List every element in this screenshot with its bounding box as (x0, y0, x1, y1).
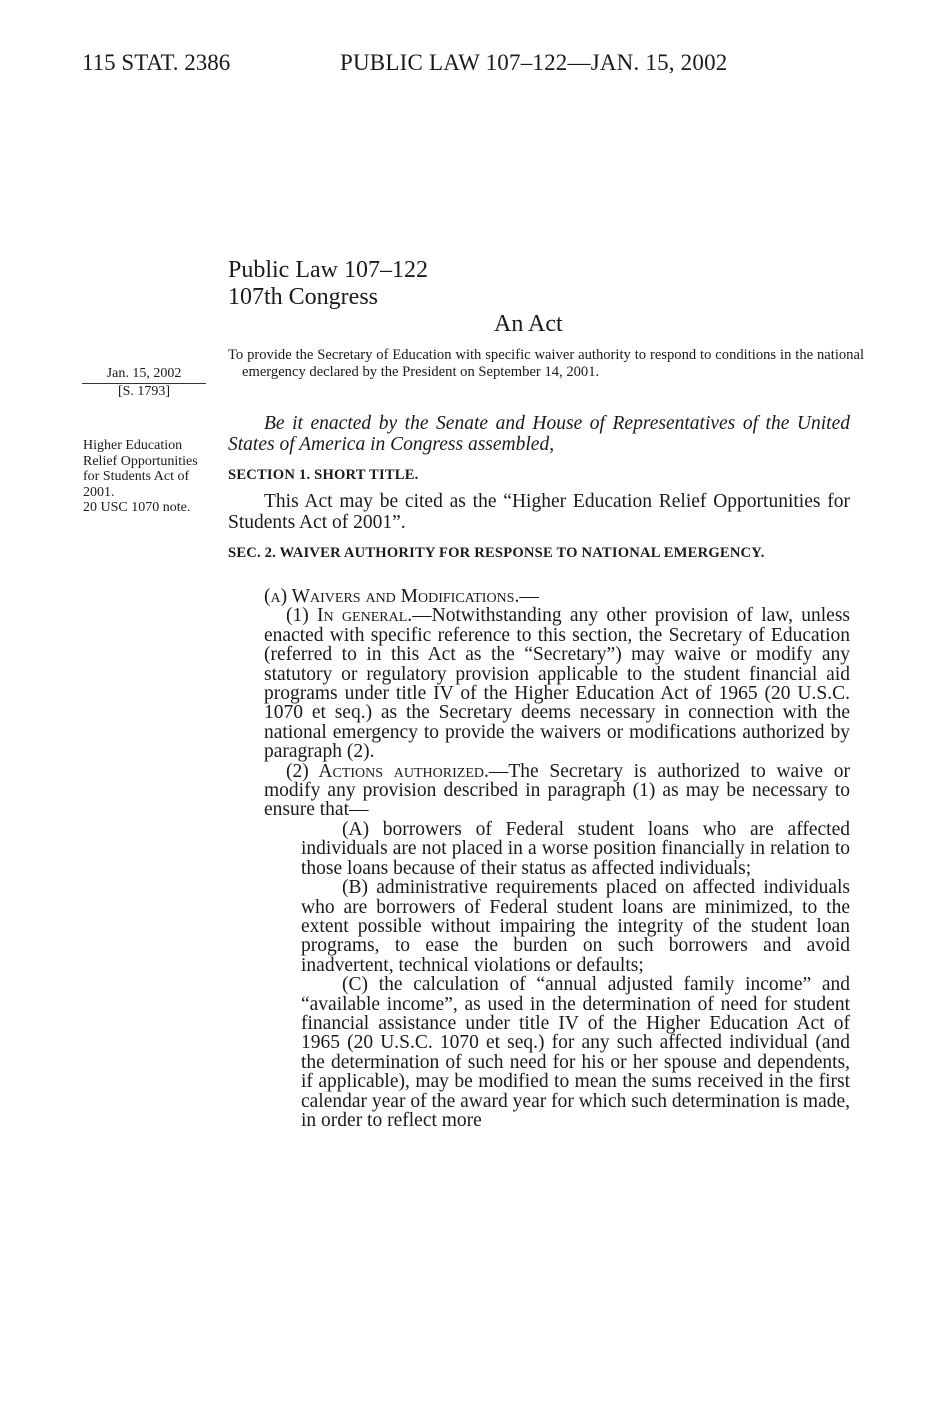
paragraph-2 (264, 762, 850, 820)
bill-number: [S. 1793] (117, 384, 171, 399)
enacting-clause: Be it enacted by the Senate and House of Representatives of the United States of America in Congress assembled, (228, 413, 850, 455)
subparagraph-a: (A) borrowers of Federal student loans who are affected individuals are not placed in a worse position financially in relation to those loans because of their status as affected individuals; (301, 818, 850, 879)
section-1-heading: SECTION 1. SHORT TITLE. (228, 467, 419, 483)
running-header: PUBLIC LAW 107–122—JAN. 15, 2002 (340, 50, 728, 75)
subparagraph-c: (C) the calculation of “annual adjusted family income” and “available income”, as used in the determination of need for student financial assistance under title IV of the Higher Education Act of 1965 (20 U.S.C. 1070 et seq.) for any such affected individual (and the determination of such need for his or her spouse and dependents, if applicable), may be modified to mean the sums received in the first calendar year of the award year for which such determination is made, in order to reflect more (301, 974, 851, 1131)
margin-note (83, 438, 213, 516)
subparagraph-b: (B) administrative requirements placed on affected individuals who are borrowers of Federal student loans are minimized, to the extent possible without impairing the integrity of the student loan programs, to ease the burden on such borrowers and avoid inadvertent, technical violations or defaults; (301, 877, 850, 976)
page-stat-reference: 115 STAT. 2386 (82, 50, 231, 75)
congress: 107th Congress (228, 284, 378, 310)
law-title-block (228, 257, 428, 311)
paragraph-2-label: (2) Actions authorized.— (286, 760, 509, 782)
margin-usc-note: 20 USC 1070 note. (83, 500, 191, 516)
an-act-heading: An Act (494, 311, 563, 337)
law-number: Public Law 107–122 (228, 257, 428, 283)
section-1-text: This Act may be cited as the “Higher Education Relief Opportunities for Students Act of 2001”. (228, 491, 850, 533)
margin-short-title-note: Higher Education Relief Opportunities for Students Act of 2001. (83, 438, 198, 500)
purpose-statement: To provide the Secretary of Education with specific waiver authority to respond to conditions in the national emergency declared by the President on September 14, 2001. (228, 347, 864, 380)
paragraph-2-text: The Secretary is authorized to waive or modify any provision described in paragraph (1) as may be necessary to ensure that— (264, 760, 850, 821)
paragraph-1-label: (1) In general.— (286, 605, 432, 627)
subsection-a-heading: (a) Waivers and Modifications.— (264, 586, 539, 607)
margin-divider (82, 383, 206, 384)
section-2-heading: SEC. 2. WAIVER AUTHORITY FOR RESPONSE TO NATIONAL EMERGENCY. (228, 545, 765, 561)
section-2-body (264, 587, 850, 1130)
paragraph-1 (264, 606, 850, 761)
paragraph-1-text: Notwithstanding any other provision of law, unless enacted with specific reference to this section, the Secretary of Education (referred to in this Act as the “Secretary”) may waive or modify any statutory or regulatory provision applicable to the student financial aid programs under title IV of the Higher Education Act of 1965 (20 U.S.C. 1070 et seq.) as the Secretary deems necessary in connection with the national emergency to provide the waivers or modifications authorized by paragraph (2). (264, 605, 850, 763)
enactment-date: Jan. 15, 2002 (106, 366, 182, 381)
